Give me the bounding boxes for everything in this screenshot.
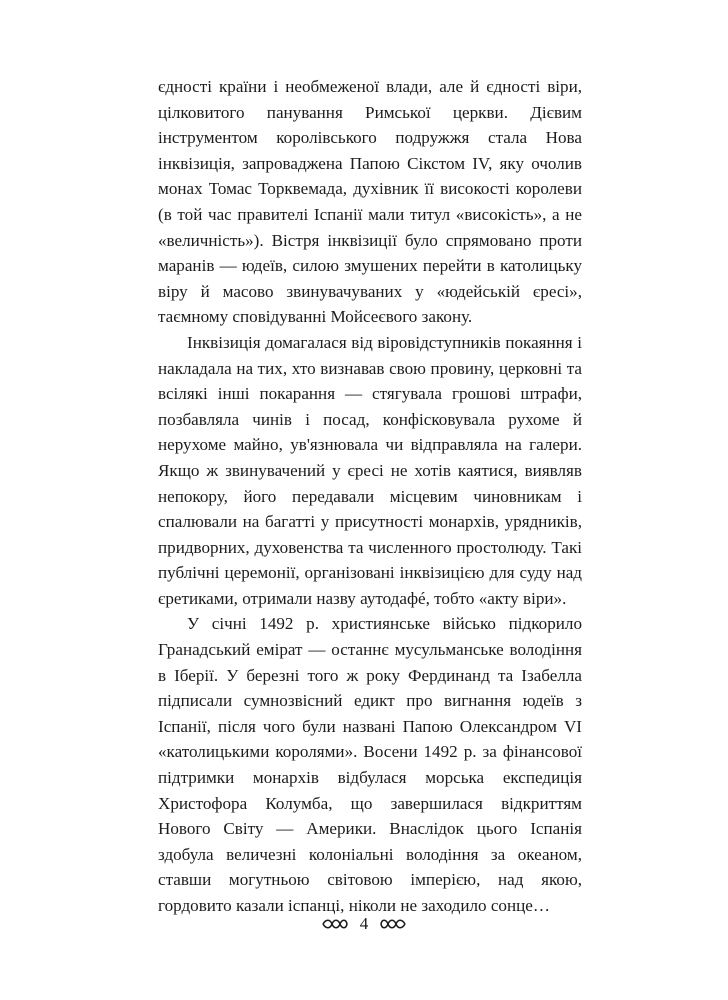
page-footer bbox=[0, 914, 728, 934]
paragraph-inquisition: Інквізиція домагалася від віровідступників покаяння і накладала на тих, хто визнавав свою провину, церковні та всілякі інші покарання — стягувала грошові штрафи, позбавляла чинів і посад, конфісковувала рухоме й нерухоме майно, ув'язнювала чи відправляла на галери. Якщо ж звинувачений у єресі не хотів каятися, виявляв непокору, його передавали місцевим чиновникам і спалювали на багатті у присутності монархів, урядників, придворних, духовенства та численного простолюду. Такі публічні церемонії, організовані інквізицією для суду над єретиками, отримали назву аутодафé, тобто «акту віри». bbox=[158, 332, 582, 608]
paragraph-1492: У січні 1492 р. християнське військо підкорило Гранадський емірат — останнє мусульманське володіння в Іберії. У березні того ж року Фердинанд та Ізабелла підписали сумнозвісний едикт про вигнання юдеїв з Іспанії, після чого були названі Папою Олександром VI «католицькими королями». Восени 1492 р. за фінансової підтримки монархів відбулася морська експедиція Христофора Колумба, що завершилася відкриттям Нового Світу — Америки. Внаслідок цього Іспанія здобула величезні колоніальні володіння за океаном, ставши могутньою світовою імперією, над якою, гордовито казали іспанці, ніколи не заходило сонце… bbox=[158, 614, 582, 915]
page-number: 4 bbox=[359, 914, 369, 933]
left-ornament-icon bbox=[322, 918, 348, 930]
page-text bbox=[158, 74, 582, 919]
right-ornament-icon bbox=[380, 918, 406, 930]
paragraph-continuation: єдності країни і необмеженої влади, але й єдності віри, цілковитого панування Римської церкви. Дієвим інструментом королівського подружжя стала Нова інквізиція, запроваджена Папою Сікстом IV, яку очолив монах Томас Торквемада, духівник її високості королеви (в той час правителі Іспанії мали титул «високість», а не «величність»). Вістря інквізиції було спрямовано проти маранів — юдеїв, силою змушених перейти в католицьку віру й масово звинувачуваних у «юдейській єресі», таємному сповідуванні Мойсеєвого закону. bbox=[158, 77, 582, 327]
